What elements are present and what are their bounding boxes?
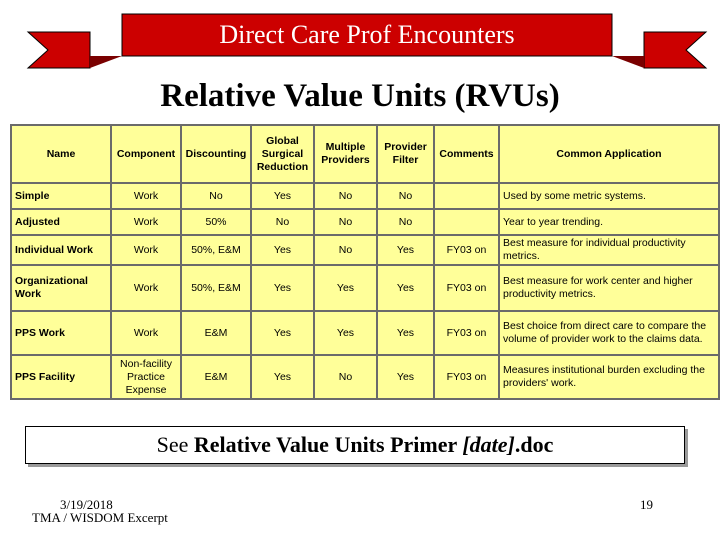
page-number: 19 [640, 497, 653, 512]
cell-comments [434, 183, 499, 209]
cell-name: Adjusted [11, 209, 111, 235]
title-banner [22, 10, 712, 70]
cell-discounting: E&M [181, 355, 251, 399]
cell-comments: FY03 on [434, 235, 499, 265]
cell-component: Work [111, 311, 181, 355]
table-row [11, 355, 719, 399]
cell-multiple-providers: Yes [314, 311, 377, 355]
table-row [11, 265, 719, 311]
cell-common-application: Best measure for work center and higher productivity metrics. [499, 265, 719, 311]
header-name: Name [11, 125, 111, 183]
reference-prefix: See [156, 432, 194, 457]
cell-common-application: Year to year trending. [499, 209, 719, 235]
header-discounting: Discounting [181, 125, 251, 183]
cell-name: PPS Facility [11, 355, 111, 399]
footer-date: 3/19/2018 [60, 497, 113, 512]
footer-source: TMA / WISDOM Excerpt [32, 510, 168, 525]
cell-common-application: Measures institutional burden excluding the providers' work. [499, 355, 719, 399]
cell-comments [434, 209, 499, 235]
reference-note [25, 426, 685, 464]
cell-comments: FY03 on [434, 355, 499, 399]
table-row [11, 183, 719, 209]
page-title: Relative Value Units (RVUs) [160, 78, 560, 114]
cell-comments: FY03 on [434, 265, 499, 311]
rvu-table [10, 124, 720, 400]
cell-provider-filter: Yes [377, 355, 434, 399]
cell-discounting: 50%, E&M [181, 235, 251, 265]
cell-provider-filter: Yes [377, 311, 434, 355]
cell-name: Individual Work [11, 235, 111, 265]
cell-global-surgical-reduction: Yes [251, 265, 314, 311]
cell-provider-filter: No [377, 183, 434, 209]
cell-discounting: No [181, 183, 251, 209]
table-row [11, 235, 719, 265]
cell-discounting: E&M [181, 311, 251, 355]
cell-global-surgical-reduction: Yes [251, 355, 314, 399]
cell-global-surgical-reduction: Yes [251, 235, 314, 265]
header-component: Component [111, 125, 181, 183]
cell-component: Work [111, 183, 181, 209]
header-comments: Comments [434, 125, 499, 183]
reference-extension: .doc [514, 432, 554, 457]
cell-comments: FY03 on [434, 311, 499, 355]
cell-global-surgical-reduction: Yes [251, 311, 314, 355]
reference-document-name: Relative Value Units Primer [193, 432, 463, 457]
header-common-application: Common Application [499, 125, 719, 183]
cell-component: Work [111, 235, 181, 265]
table-row [11, 311, 719, 355]
cell-multiple-providers: Yes [314, 265, 377, 311]
cell-discounting: 50%, E&M [181, 265, 251, 311]
header-provider-filter: Provider Filter [377, 125, 434, 183]
cell-multiple-providers: No [314, 235, 377, 265]
cell-discounting: 50% [181, 209, 251, 235]
cell-multiple-providers: No [314, 209, 377, 235]
reference-date-placeholder: [date] [462, 432, 515, 457]
cell-name: Organizational Work [11, 265, 111, 311]
cell-common-application: Best choice from direct care to compare the volume of provider work to the claims data. [499, 311, 719, 355]
cell-provider-filter: No [377, 209, 434, 235]
cell-component: Work [111, 209, 181, 235]
cell-global-surgical-reduction: Yes [251, 183, 314, 209]
banner-title: Direct Care Prof Encounters [219, 20, 515, 49]
cell-component: Work [111, 265, 181, 311]
cell-global-surgical-reduction: No [251, 209, 314, 235]
cell-provider-filter: Yes [377, 235, 434, 265]
table-header-row [11, 125, 719, 183]
cell-name: PPS Work [11, 311, 111, 355]
header-multiple-providers: Multiple Providers [314, 125, 377, 183]
cell-common-application: Best measure for individual productivity metrics. [499, 235, 719, 265]
cell-name: Simple [11, 183, 111, 209]
cell-provider-filter: Yes [377, 265, 434, 311]
cell-multiple-providers: No [314, 355, 377, 399]
cell-multiple-providers: No [314, 183, 377, 209]
cell-common-application: Used by some metric systems. [499, 183, 719, 209]
header-global-surgical-reduction: Global Surgical Reduction [251, 125, 314, 183]
cell-component: Non-facility Practice Expense [111, 355, 181, 399]
table-row [11, 209, 719, 235]
